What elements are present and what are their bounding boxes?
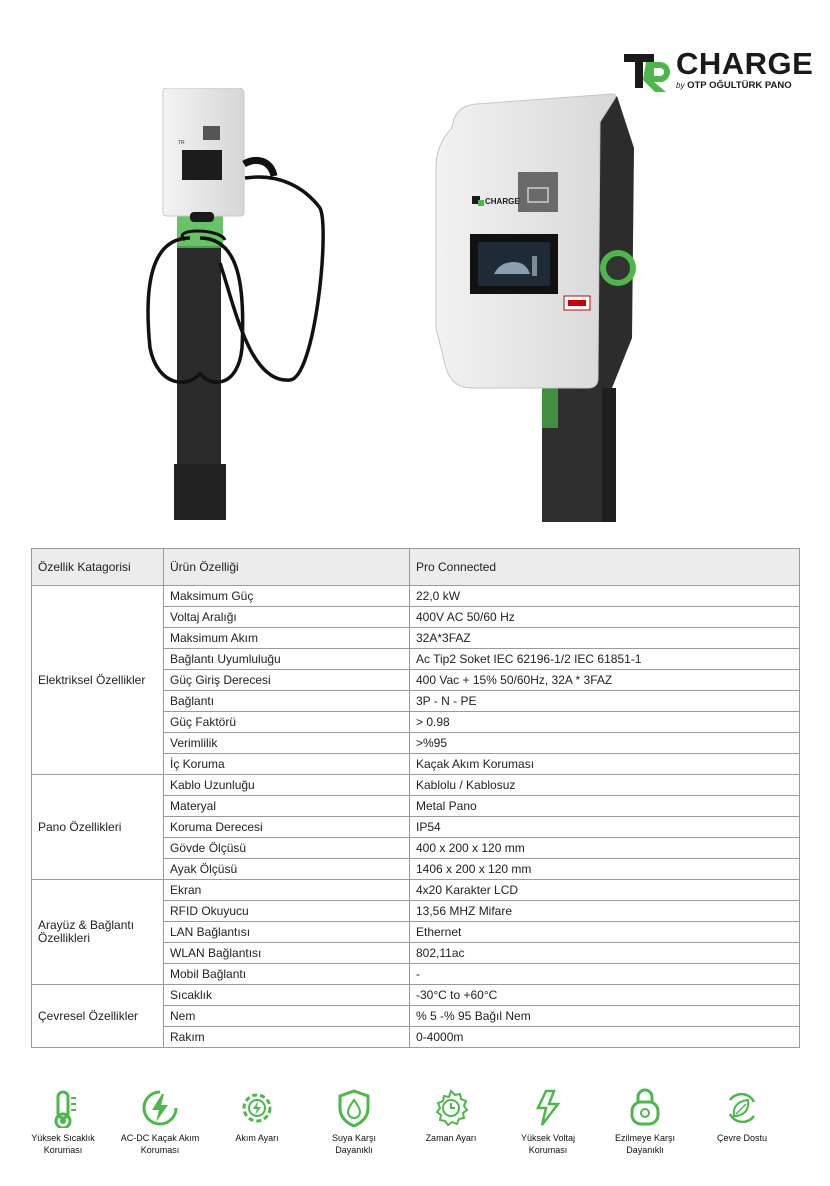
feature-label-line1: Ezilmeye Karşı (614, 1133, 676, 1143)
value-cell: 4x20 Karakter LCD (410, 880, 800, 901)
high-voltage-icon (528, 1088, 568, 1128)
model-header: Pro Connected (410, 549, 800, 586)
value-cell: 400V AC 50/60 Hz (410, 607, 800, 628)
feature-label (597, 1132, 693, 1156)
feature-label (694, 1132, 790, 1144)
property-cell: LAN Bağlantısı (164, 922, 410, 943)
feature-label (112, 1132, 208, 1156)
value-cell: Kaçak Akım Koruması (410, 754, 800, 775)
category-cell: Elektriksel Özellikler (32, 586, 164, 775)
feature-label-line1: Yüksek Voltaj (520, 1133, 576, 1143)
value-cell: 0-4000m (410, 1027, 800, 1048)
feature-label-line2: Dayanıklı (335, 1145, 373, 1155)
property-cell: Mobil Bağlantı (164, 964, 410, 985)
water-shield-icon (334, 1088, 374, 1128)
brand-wordmark: CHARGE (676, 46, 814, 81)
thermometer-icon (43, 1088, 83, 1128)
table-row (32, 775, 800, 796)
property-cell: Maksimum Güç (164, 586, 410, 607)
value-cell: 13,56 MHZ Mifare (410, 901, 800, 922)
property-cell: Bağlantı Uyumluluğu (164, 649, 410, 670)
feature-label-line2: Koruması (528, 1145, 568, 1155)
category-cell: Pano Özellikleri (32, 775, 164, 880)
property-cell: İç Koruma (164, 754, 410, 775)
feature-label (15, 1132, 111, 1156)
spec-table (31, 548, 800, 1048)
property-cell: WLAN Bağlantısı (164, 943, 410, 964)
feature-label-line1: Zaman Ayarı (425, 1133, 477, 1143)
feature-label-line1: Yüksek Sıcaklık (31, 1133, 95, 1143)
feature-label-line1: Çevre Dostu (716, 1133, 768, 1143)
brand-subline (676, 80, 792, 91)
property-cell: Kablo Uzunluğu (164, 775, 410, 796)
category-cell: Çevresel Özellikler (32, 985, 164, 1048)
property-cell: Voltaj Aralığı (164, 607, 410, 628)
property-cell: Güç Faktörü (164, 712, 410, 733)
property-cell: Ekran (164, 880, 410, 901)
value-cell: - (410, 964, 800, 985)
feature-label-line2: Dayanıklı (626, 1145, 664, 1155)
brand-company: OTP OĞULTÜRK PANO (687, 80, 792, 91)
feature-label-line2: Koruması (140, 1145, 180, 1155)
property-cell: Güç Giriş Derecesi (164, 670, 410, 691)
feature-item (306, 1088, 402, 1156)
feature-item (403, 1088, 499, 1144)
table-row (32, 985, 800, 1006)
kettlebell-icon (625, 1088, 665, 1128)
tr-logo-icon (624, 48, 674, 92)
value-cell: 400 x 200 x 120 mm (410, 838, 800, 859)
feature-label-line1: AC-DC Kaçak Akım (120, 1133, 200, 1143)
value-cell: Metal Pano (410, 796, 800, 817)
value-cell: 400 Vac + 15% 50/60Hz, 32A * 3FAZ (410, 670, 800, 691)
property-cell: Rakım (164, 1027, 410, 1048)
svg-text:CHARGE: CHARGE (485, 197, 520, 206)
value-cell: >%95 (410, 733, 800, 754)
value-cell: Ethernet (410, 922, 800, 943)
property-cell: Maksimum Akım (164, 628, 410, 649)
value-cell: 3P - N - PE (410, 691, 800, 712)
feature-item (500, 1088, 596, 1156)
value-cell: Kablolu / Kablosuz (410, 775, 800, 796)
property-cell: Ayak Ölçüsü (164, 859, 410, 880)
property-header: Ürün Özelliği (164, 549, 410, 586)
category-header: Özellik Katagorisi (32, 549, 164, 586)
value-cell: Ac Tip2 Soket IEC 62196-1/2 IEC 61851-1 (410, 649, 800, 670)
svg-text:TR: TR (178, 140, 185, 146)
property-cell: Sıcaklık (164, 985, 410, 1006)
feature-label-line1: Akım Ayarı (235, 1133, 279, 1143)
charger-closeup-image (432, 88, 652, 524)
feature-label (209, 1132, 305, 1144)
value-cell: 32A*3FAZ (410, 628, 800, 649)
brand-by: by (676, 81, 685, 90)
property-cell: Bağlantı (164, 691, 410, 712)
property-cell: Nem (164, 1006, 410, 1027)
feature-label-line2: Koruması (43, 1145, 83, 1155)
table-row (32, 586, 800, 607)
value-cell: > 0.98 (410, 712, 800, 733)
feature-label (403, 1132, 499, 1144)
feature-item (209, 1088, 305, 1144)
feature-label (500, 1132, 596, 1156)
gear-bolt-icon (237, 1088, 277, 1128)
table-row (32, 880, 800, 901)
feature-item (597, 1088, 693, 1156)
property-cell: Koruma Derecesi (164, 817, 410, 838)
category-cell: Arayüz & Bağlantı Özellikleri (32, 880, 164, 985)
value-cell: 802,11ac (410, 943, 800, 964)
feature-item (112, 1088, 208, 1156)
lightning-circle-icon (140, 1088, 180, 1128)
eco-leaf-icon (722, 1088, 762, 1128)
clock-gear-icon (431, 1088, 471, 1128)
value-cell: 22,0 kW (410, 586, 800, 607)
value-cell: % 5 -% 95 Bağıl Nem (410, 1006, 800, 1027)
feature-label-line1: Suya Karşı (331, 1133, 377, 1143)
feature-item (694, 1088, 790, 1144)
property-cell: Gövde Ölçüsü (164, 838, 410, 859)
feature-label (306, 1132, 402, 1156)
value-cell: IP54 (410, 817, 800, 838)
feature-item (15, 1088, 111, 1156)
property-cell: RFID Okuyucu (164, 901, 410, 922)
property-cell: Materyal (164, 796, 410, 817)
value-cell: -30°C to +60°C (410, 985, 800, 1006)
charger-pole-image (130, 88, 330, 524)
table-header-row (32, 549, 800, 586)
value-cell: 1406 x 200 x 120 mm (410, 859, 800, 880)
property-cell: Verimlilik (164, 733, 410, 754)
